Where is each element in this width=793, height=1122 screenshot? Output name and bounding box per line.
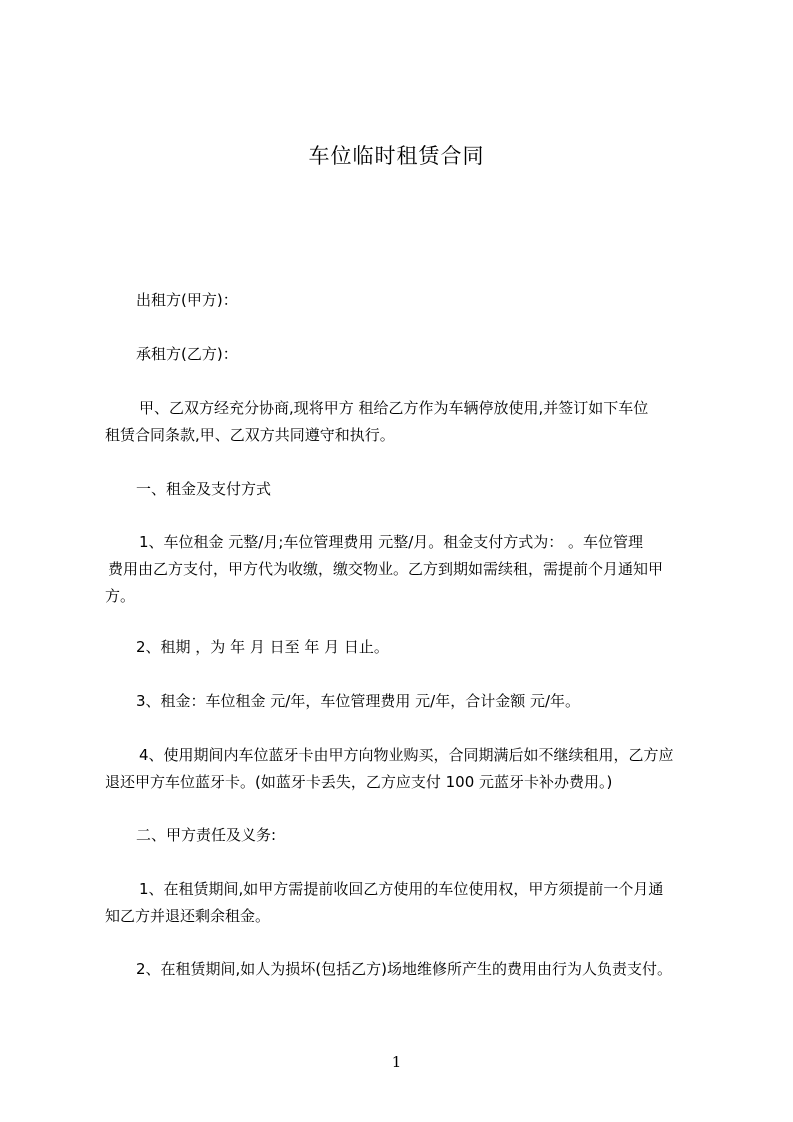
paragraph-preamble xyxy=(105,395,705,449)
page-number: 1 xyxy=(391,1053,402,1071)
text-line: 甲、乙双方经充分协商,现将甲方 租给乙方作为车辆停放使用,并签订如下车位 xyxy=(139,399,649,417)
text-line: 费用由乙方支付，甲方代为收缴，缴交物业。乙方到期如需续租，需提前个月通知甲 xyxy=(108,560,664,578)
paragraph-lessee xyxy=(136,341,736,368)
paragraph-lessor xyxy=(136,287,736,314)
clause-1-3 xyxy=(136,688,736,715)
text-line: 承租方(乙方)： xyxy=(136,345,238,363)
text-line: 2、在租赁期间,如人为损坏(包括乙方)场地维修所产生的费用由行为人负责支付。 xyxy=(136,960,673,978)
text-line: 租赁合同条款,甲、乙双方共同遵守和执行。 xyxy=(105,426,395,444)
text-line: 1、在租赁期间,如甲方需提前收回乙方使用的车位使用权，甲方须提前一个月通 xyxy=(139,880,664,898)
text-line: 方。 xyxy=(105,587,136,605)
text-line: 1、车位租金 元整/月;车位管理费用 元整/月。租金支付方式为： 。车位管理 xyxy=(139,533,644,551)
text-line: 一、租金及支付方式 xyxy=(136,480,272,498)
text-line: 退还甲方车位蓝牙卡。(如蓝牙卡丢失，乙方应支付 100 元蓝牙卡补办费用。) xyxy=(105,773,613,791)
document-title: 车位临时租赁合同 xyxy=(308,144,485,168)
clause-1-1 xyxy=(105,529,705,610)
text-line: 2、租期 ，为 年 月 日至 年 月 日止。 xyxy=(136,638,389,656)
clause-1-2 xyxy=(136,634,736,661)
text-line: 二、甲方责任及义务: xyxy=(136,826,277,844)
text-line: 3、租金：车位租金 元/年，车位管理费用 元/年，合计金额 元/年。 xyxy=(136,692,581,710)
clause-2-2 xyxy=(136,956,736,983)
text-line: 知乙方并退还剩余租金。 xyxy=(105,907,271,925)
text-line: 4、使用期间内车位蓝牙卡由甲方向物业购买，合同期满后如不继续租用，乙方应 xyxy=(139,746,674,764)
text-line: 出租方(甲方)： xyxy=(136,291,238,309)
section-heading-rent xyxy=(136,476,736,503)
section-heading-lessor-duties xyxy=(136,822,736,849)
clause-2-1 xyxy=(105,876,705,930)
clause-1-4 xyxy=(105,742,705,796)
